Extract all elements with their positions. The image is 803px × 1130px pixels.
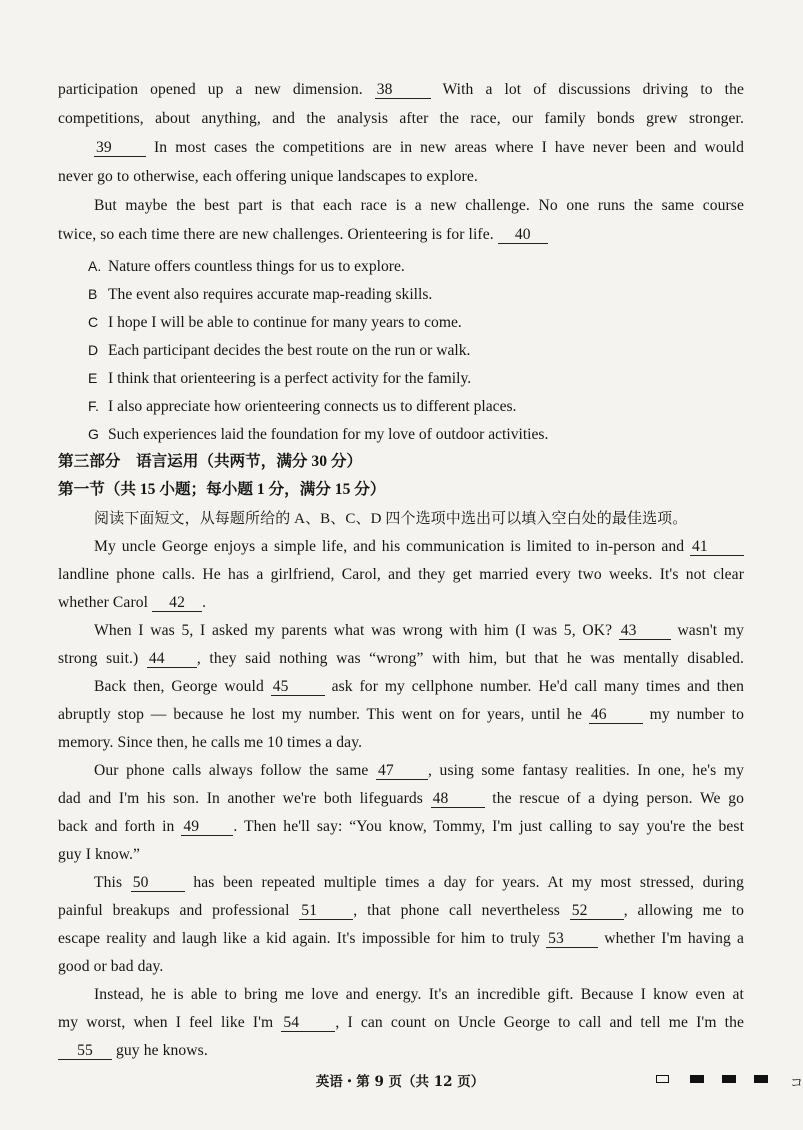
page-footer: 英语・第 9 页（共 12 页） [315,1074,485,1090]
blank-49[interactable]: 49 [181,819,233,836]
blank-41[interactable]: 41 [690,539,744,556]
blank-51[interactable]: 51 [299,903,353,920]
passage1-line5: But maybe the best part is that each race is a new challenge. No one runs the same course [94,197,744,214]
passage2-p6-line3: 55 guy he knows. [58,1041,744,1061]
blank-50[interactable]: 50 [131,875,185,892]
subsection-title: 第一节（共 15 小题；每小题 1 分，满分 15 分） [58,481,386,498]
option-c: C I hope I will be able to continue for many years to come. [88,314,462,331]
blank-54[interactable]: 54 [281,1015,335,1032]
solid-mark [722,1075,736,1083]
hollow-mark [656,1075,669,1083]
option-g: G Such experiences laid the foundation for my love of outdoor activities. [88,426,549,443]
passage2-p3-line1: Back then, George would 45 ask for my cellphone number. He'd call many times and then [94,678,745,695]
blank-44[interactable]: 44 [147,651,197,668]
passage2-p3-line3: memory. Since then, he calls me 10 times a day. [58,734,363,751]
passage2-p5-line4: good or bad day. [58,958,164,975]
passage1-line3: 39 In most cases the competitions are in new areas where I have never been and would [96,139,745,156]
blank-43[interactable]: 43 [619,623,671,640]
blank-39[interactable]: 39 [94,140,146,157]
blank-48[interactable]: 48 [431,791,485,808]
blank-46[interactable]: 46 [589,707,643,724]
passage2-p1-line1: My uncle George enjoys a simple life, and his communication is limited to in-person and 41 [94,537,744,557]
blank-42[interactable]: 42 [152,595,202,612]
blank-40[interactable]: 40 [498,227,548,244]
blank-38[interactable]: 38 [375,82,431,99]
passage2-p3-line2: abruptly stop — because he lost my number. This went on for years, until he 46 my number to [58,706,745,723]
blank-52[interactable]: 52 [570,903,624,920]
instruction: 阅读下面短文，从每题所给的 A、B、C、D 四个选项中选出可以填入空白处的最佳选项。 [94,511,688,527]
passage2-p6-line2: my worst, when I feel like I'm 54 , I can count on Uncle George to call and tell me I'm the [58,1014,745,1031]
blank-53[interactable]: 53 [546,931,598,948]
option-e: E I think that orienteering is a perfect activity for the family. [88,370,472,387]
option-a: A. Nature offers countless things for us to explore. [88,258,405,275]
section-title: 第三部分 语言运用（共两节，满分 30 分） [58,453,363,470]
option-d: D Each participant decides the best route on the run or walk. [88,342,471,359]
solid-mark [690,1075,704,1083]
passage2-p1-line3: whether Carol 42 . [58,594,207,611]
blank-47[interactable]: 47 [376,763,428,780]
passage2-p4-line2: dad and I'm his son. In another we're both lifeguards 48 the rescue of a dying person. We go [58,790,744,807]
passage1-line1: participation opened up a new dimension. 38 With a lot of discussions driving to the [58,81,745,98]
passage2-p4-line1: Our phone calls always follow the same 47 , using some fantasy realities. In one, he's my [94,762,745,779]
option-b: B The event also requires accurate map-reading skills. [88,286,433,303]
blank-45[interactable]: 45 [271,679,325,696]
passage1-line2: competitions, about anything, and the analysis after the race, our family bonds grew stronger. [58,110,744,127]
edge-mark: コ [790,1075,803,1090]
option-f: F. I also appreciate how orienteering connects us to different places. [88,398,517,415]
passage1-line4: never go to otherwise, each offering unique landscapes to explore. [58,168,478,185]
passage2-p2-line2: strong suit.) 44 , they said nothing was “wrong” with him, but that he was mentally disabled. [58,650,745,667]
passage2-p5-line3: escape reality and laugh like a kid again. It's impossible for him to truly 53 whether I'm having a [58,930,744,947]
passage2-p1-line2: landline phone calls. He has a girlfriend, Carol, and they get married every two weeks. It's not clear [58,566,744,583]
passage2-p2-line1: When I was 5, I asked my parents what was wrong with him (I was 5, OK? 43 wasn't my [94,622,745,639]
passage1-line6: twice, so each time there are new challenges. Orienteering is for life. 40 [58,225,744,245]
passage2-p6-line1: Instead, he is able to bring me love and energy. It's an incredible gift. Because I know even at [94,986,744,1003]
solid-mark [754,1075,768,1083]
passage2-p4-line3: back and forth in 49 . Then he'll say: “You know, Tommy, I'm just calling to say you're the best [58,818,745,835]
passage2-p4-line4: guy I know.” [58,846,141,863]
passage2-p5-line2: painful breakups and professional 51 , that phone call nevertheless 52 , allowing me to [58,902,744,919]
passage2-p5-line1: This 50 has been repeated multiple times a day for years. At my most stressed, during [94,874,744,891]
blank-55[interactable]: 55 [58,1043,112,1060]
